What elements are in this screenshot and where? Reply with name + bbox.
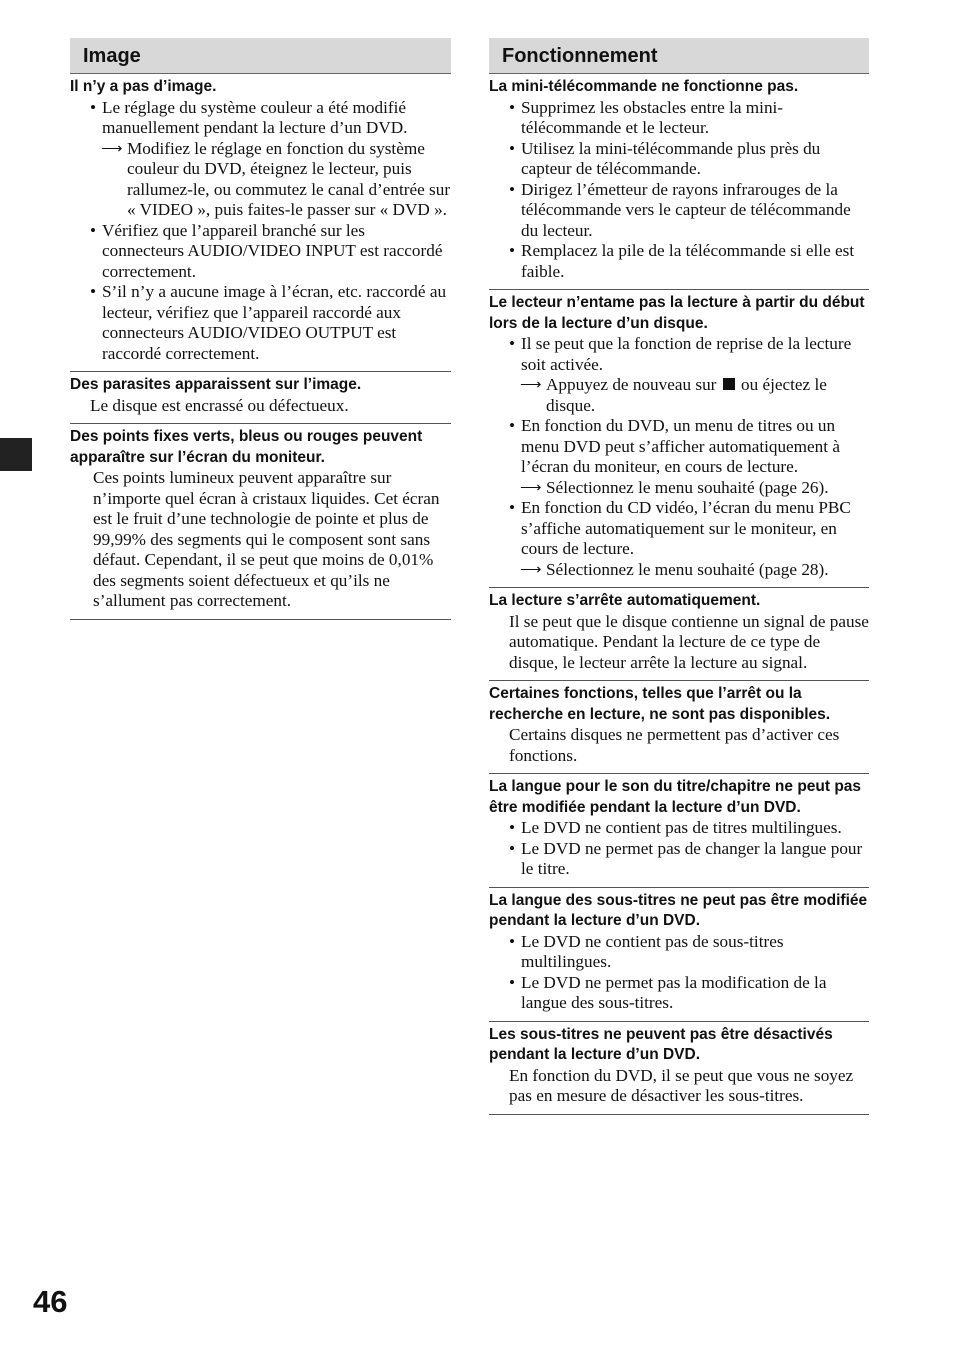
bullet-item: • Utilisez la mini-télécommande plus près du capteur de télécommande. — [509, 138, 821, 178]
left-column — [70, 38, 451, 620]
issue-auto-stop — [489, 588, 869, 681]
bullet-icon: • — [509, 838, 516, 858]
remedy-item: ⟶ Appuyez de nouveau sur ou éjectez le disque. — [520, 375, 827, 415]
issue-answer: Ces points lumineux peuvent apparaître sur n’importe quel écran à cristaux liquides. Cet écran est le fruit d’une technologie de pointe et plus de 99,99% des segments qui le composent sont sans défaut. Cependant, il se peut que moins de 0,01% des segments soient défectueux et qu’ils ne s’allument pas correctement. — [93, 468, 440, 610]
remedy-item: ⟶ Sélectionnez le menu souhaité (page 28). — [520, 559, 829, 579]
issue-question: Des points fixes verts, bleus ou rouges peuvent apparaître sur l’écran du moniteur. — [70, 428, 423, 466]
bullet-item: • Remplacez la pile de la télécommande si elle est faible. — [509, 241, 855, 281]
issue-noise — [70, 372, 451, 424]
issue-question: Le lecteur n’entame pas la lecture à partir du début lors de la lecture d’un disque. — [489, 294, 865, 332]
page-number: 46 — [33, 1284, 68, 1319]
bullet-item: • Le réglage du système couleur a été modifié manuellement pendant la lecture d’un DVD. — [90, 97, 408, 137]
bullet-item: • Il se peut que la fonction de reprise de la lecture soit activée. — [509, 334, 852, 374]
issue-resume — [489, 290, 869, 588]
bullet-item: • En fonction du DVD, un menu de titres ou un menu DVD peut s’afficher automatiquement à l’écran du moniteur, en cours de lecture. — [509, 416, 840, 476]
bullet-icon: • — [509, 416, 516, 435]
arrow-right-icon: ⟶ — [520, 377, 542, 393]
issue-question: La langue des sous-titres ne peut pas être modifiée pendant la lecture d’un DVD. — [489, 891, 868, 929]
remedy-item: ⟶ Sélectionnez le menu souhaité (page 26). — [520, 477, 829, 497]
arrow-right-icon: ⟶ — [101, 140, 123, 157]
issue-question: La lecture s’arrête automatiquement. — [489, 592, 761, 609]
bullet-icon: • — [509, 241, 516, 260]
bullet-icon: • — [509, 972, 516, 992]
bullet-icon: • — [509, 334, 516, 353]
issue-question: La langue pour le son du titre/chapitre ne peut pas être modifiée pendant la lecture d’un DVD. — [489, 778, 862, 816]
issue-functions-unavailable — [489, 681, 869, 774]
bullet-icon: • — [509, 931, 516, 951]
issue-remote — [489, 74, 869, 290]
remedy-item: ⟶ Modifiez le réglage en fonction du système couleur du DVD, éteignez le lecteur, puis rallumez-le, ou commutez le canal d’entrée sur « VIDEO », puis faites-le passer sur « DVD ». — [101, 138, 451, 219]
bullet-item: • Vérifiez que l’appareil branché sur les connecteurs AUDIO/VIDEO INPUT est raccordé correctement. — [90, 220, 443, 281]
bullet-item: • Le DVD ne contient pas de titres multilingues. — [509, 818, 842, 837]
bullet-icon: • — [509, 138, 516, 158]
arrow-right-icon: ⟶ — [520, 561, 542, 578]
bullet-item: • S’il n’y a aucune image à l’écran, etc. raccordé au lecteur, vérifiez que l’appareil raccordé aux connecteurs AUDIO/VIDEO OUTPUT est raccordé correctement. — [90, 282, 447, 363]
bullet-icon: • — [509, 97, 516, 117]
issue-answer: En fonction du DVD, il se peut que vous ne soyez pas en mesure de désactiver les sous-titres. — [509, 1065, 854, 1105]
right-column — [489, 38, 869, 1115]
bullet-item: • Le DVD ne permet pas de changer la langue pour le titre. — [509, 838, 863, 878]
issue-question: Les sous-titres ne peuvent pas être désactivés pendant la lecture d’un DVD. — [489, 1025, 833, 1063]
bullet-item: • En fonction du CD vidéo, l’écran du menu PBC s’affiche automatiquement sur le moniteur, en cours de lecture. — [509, 498, 851, 558]
issue-audio-language — [489, 774, 869, 888]
issue-answer: Il se peut que le disque contienne un signal de pause automatique. Pendant la lecture de ce type de disque, le lecteur arrête la lecture au signal. — [509, 611, 869, 672]
section-title-image: Image — [70, 38, 451, 74]
arrow-right-icon: ⟶ — [520, 479, 542, 496]
bullet-item: • Le DVD ne permet pas la modification de la langue des sous-titres. — [509, 972, 827, 1012]
bullet-icon: • — [509, 498, 516, 517]
bullet-item: • Le DVD ne contient pas de sous-titres multilingues. — [509, 931, 784, 971]
issue-question: La mini-télécommande ne fonctionne pas. — [489, 78, 799, 95]
page-edge-tab — [0, 438, 32, 471]
section-title-fonctionnement: Fonctionnement — [489, 38, 869, 74]
issue-question: Certaines fonctions, telles que l’arrêt ou la recherche en lecture, ne sont pas disponibles. — [489, 685, 831, 723]
issue-answer: Certains disques ne permettent pas d’activer ces fonctions. — [509, 725, 840, 765]
issue-question: Il n’y a pas d’image. — [70, 78, 217, 95]
bullet-item: • Supprimez les obstacles entre la mini-télécommande et le lecteur. — [509, 97, 784, 137]
bullet-icon: • — [90, 220, 97, 240]
bullet-icon: • — [509, 818, 516, 837]
issue-fixed-dots — [70, 424, 451, 620]
issue-no-image — [70, 74, 451, 372]
stop-icon — [723, 378, 735, 390]
bullet-icon: • — [90, 97, 97, 117]
bullet-icon: • — [90, 282, 97, 301]
issue-answer: Le disque est encrassé ou défectueux. — [90, 395, 349, 415]
issue-question: Des parasites apparaissent sur l’image. — [70, 376, 362, 393]
issue-subtitles-off — [489, 1022, 869, 1115]
bullet-item: • Dirigez l’émetteur de rayons infrarouges de la télécommande vers le capteur de télécommande du lecteur. — [509, 179, 851, 240]
issue-subtitle-language — [489, 888, 869, 1022]
bullet-icon: • — [509, 179, 516, 199]
